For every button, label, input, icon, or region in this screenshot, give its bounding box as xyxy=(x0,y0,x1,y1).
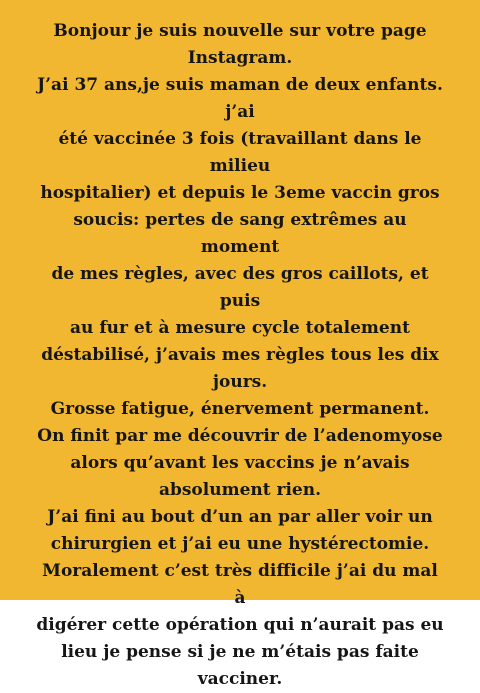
text-line: de mes règles, avec des gros caillots, et puis xyxy=(51,264,429,311)
text-line: Moralement c’est très difficile j’ai du mal à xyxy=(42,561,438,608)
testimonial-text xyxy=(34,18,446,693)
text-line: Grosse fatigue, énervement permanent. xyxy=(50,399,430,419)
text-line: hospitalier) et depuis le 3eme vaccin gros xyxy=(40,183,440,203)
text-line: lieu je pense si je ne m’étais pas faite xyxy=(61,642,419,662)
text-line: Bonjour je suis nouvelle sur votre page xyxy=(53,21,427,41)
text-line: On finit par me découvrir de l’adenomyose xyxy=(37,426,443,446)
text-line: jours. xyxy=(212,372,268,392)
text-line: chirurgien et j’ai eu une hystérectomie. xyxy=(50,534,430,554)
text-line: J’ai 37 ans,je suis maman de deux enfants. j’ai xyxy=(37,75,443,122)
text-line: déstabilisé, j’avais mes règles tous les dix xyxy=(41,345,439,365)
text-line: alors qu’avant les vaccins je n’avais xyxy=(70,453,410,473)
text-line: absolument rien. xyxy=(158,480,322,500)
text-line: Instagram. xyxy=(187,48,293,68)
text-line: digérer cette opération qui n’aurait pas eu xyxy=(36,615,444,635)
text-line: été vaccinée 3 fois (travaillant dans le milieu xyxy=(58,129,422,176)
text-line: J’ai fini au bout d’un an par aller voir un xyxy=(47,507,433,527)
text-line: vacciner. xyxy=(197,669,283,689)
text-line: soucis: pertes de sang extrêmes au moment xyxy=(73,210,407,257)
text-line: au fur et à mesure cycle totalement xyxy=(70,318,410,338)
